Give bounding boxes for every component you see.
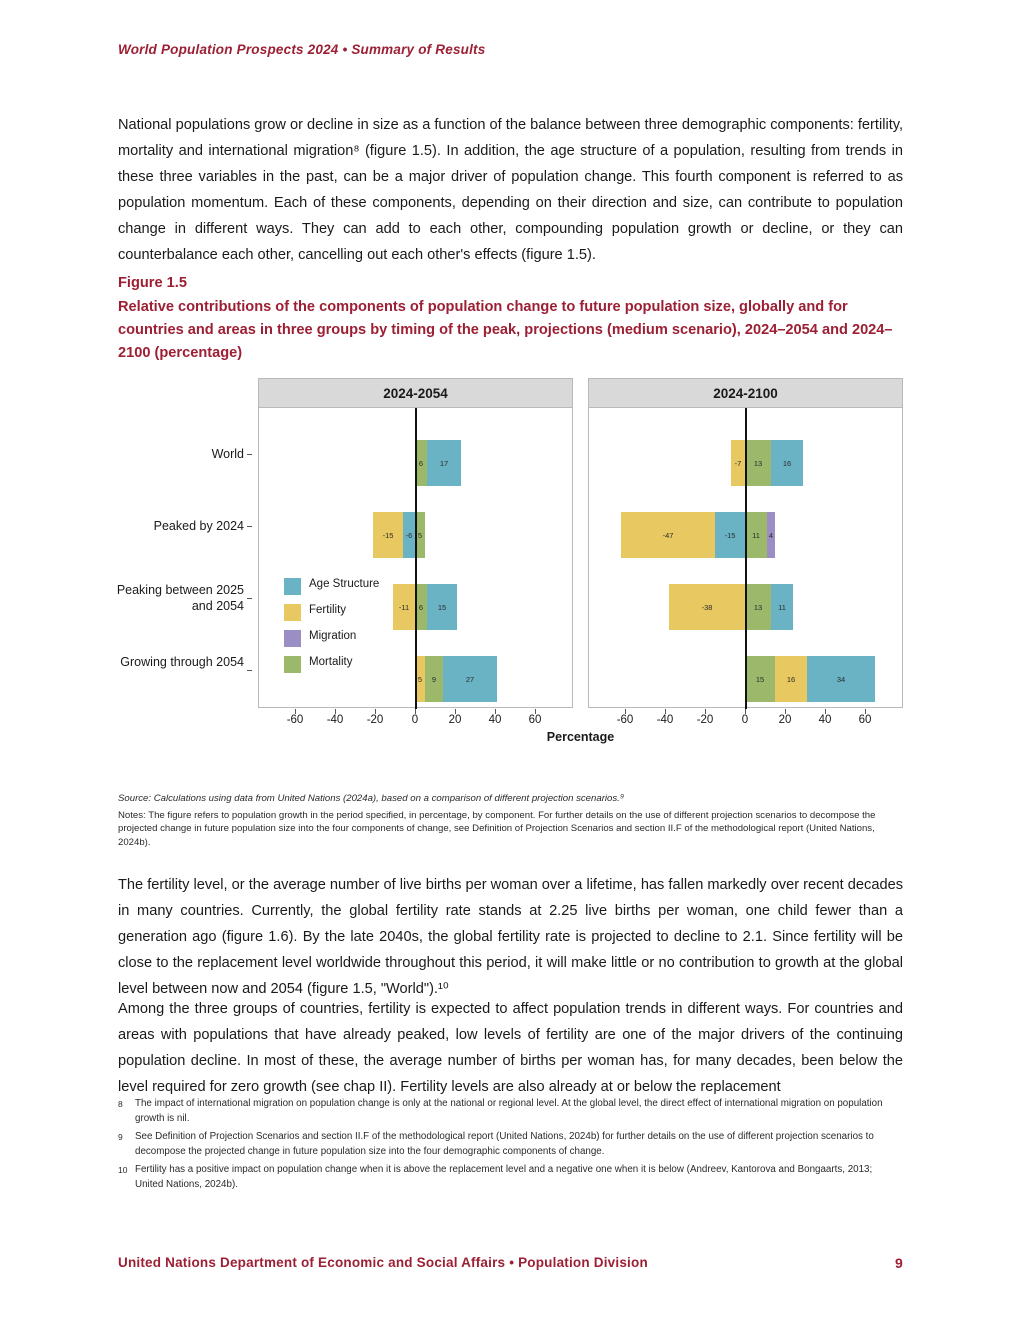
- x-axis-left: [258, 709, 573, 731]
- chart-legend: [284, 578, 404, 682]
- legend-label-mortality: Mortality: [309, 656, 353, 668]
- legend-label-fertility: Fertility: [309, 604, 347, 616]
- x-tick-label: 20: [778, 714, 792, 726]
- zero-line-right: [745, 408, 747, 709]
- figure-source: Source: Calculations using data from United Nations (2024a), based on a comparison of different projection scenarios.⁹: [118, 793, 625, 804]
- y-label-peaking: Peaking between 2025 and 2054: [116, 583, 244, 613]
- footnotes: [118, 1097, 903, 1196]
- running-head: World Population Prospects 2024 • Summary of Results: [118, 42, 486, 57]
- footnote-marker-10: 10: [118, 1165, 128, 1175]
- x-tick-label: -40: [656, 714, 674, 726]
- footnote-text-8: The impact of international migration on population change is only at the national or regional level. At the global level, the direct effect of international migration on population growth is nil.: [135, 1098, 883, 1124]
- bar-segment: 17: [427, 440, 461, 486]
- x-tick-label: -60: [616, 714, 634, 726]
- panel-title-right: 2024-2100: [589, 379, 902, 408]
- bar-segment: -6: [403, 512, 415, 558]
- legend-item-age-structure: [284, 578, 404, 595]
- x-axis-right: [588, 709, 903, 731]
- bar-segment: 5: [415, 512, 425, 558]
- bar-segment: 13: [745, 440, 771, 486]
- x-tick-label: 0: [411, 714, 419, 726]
- bar-segment: -15: [715, 512, 745, 558]
- footer-text: United Nations Department of Economic and Social Affairs • Population Division: [118, 1255, 648, 1270]
- y-label-growing: Growing through 2054: [120, 655, 244, 669]
- x-tick-label: -20: [696, 714, 714, 726]
- y-tick-peaking: [247, 598, 252, 599]
- bar-segment: 15: [745, 656, 775, 702]
- legend-swatch-icon-age-structure: [284, 578, 301, 595]
- plot-area-right: [589, 408, 902, 709]
- legend-item-fertility: [284, 604, 404, 621]
- bar-segment: 6: [415, 440, 427, 486]
- footnote-8: [118, 1097, 903, 1126]
- page-footer: [118, 1255, 903, 1270]
- bar-segment: -15: [373, 512, 403, 558]
- paragraph-2-container: [118, 872, 903, 1002]
- bar-segment: -11: [393, 584, 415, 630]
- legend-swatch-icon-fertility: [284, 604, 301, 621]
- legend-item-migration: [284, 630, 404, 647]
- figure-title: Relative contributions of the components of population change to future population size, globally and for countries and areas in three groups by timing of the peak, projections (medium scenario), 2024–2054 and 2024–2100 (percentage): [118, 299, 893, 361]
- x-axis-title: Percentage: [546, 730, 615, 744]
- legend-swatch-icon-mortality: [284, 656, 301, 673]
- x-tick-label: -20: [366, 714, 384, 726]
- footnote-text-9: See Definition of Projection Scenarios and section II.F of the methodological report (United Nations, 2024b) for further details on the use of different projection scenarios to decompose the projected change in future population size into the four demographic components of change.: [135, 1131, 874, 1157]
- bar-segment: 16: [771, 440, 803, 486]
- footnote-10: [118, 1163, 903, 1192]
- bar-segment: 15: [427, 584, 457, 630]
- bar-segment: 16: [775, 656, 807, 702]
- paragraph-1-container: [118, 112, 903, 268]
- y-tick-peaked: [247, 526, 252, 527]
- x-tick-label: -60: [286, 714, 304, 726]
- bar-segment: -7: [731, 440, 745, 486]
- paragraph-3-container: [118, 996, 903, 1100]
- footnote-9: [118, 1130, 903, 1159]
- figure-label: Figure 1.5: [118, 275, 187, 291]
- y-label-peaked: Peaked by 2024: [153, 519, 244, 533]
- legend-label-migration: Migration: [309, 630, 357, 642]
- paragraph-3: Among the three groups of countries, fertility is expected to affect population trends in different ways. For countries and areas with populations that have already peaked, low levels of fertility are one of the major drivers of the continuing population decline. In most of these, the average number of births per woman has, for many decades, been below the level required for zero growth (see chap II). Fertility levels are also already at or below the replacement: [118, 1001, 903, 1095]
- bar-segment: 6: [415, 584, 427, 630]
- footnote-text-10: Fertility has a positive impact on population change when it is above the replacement level and a negative one when it is below (Andreev, Kantorova and Bongaarts, 2013; United Nations, 2024b).: [135, 1164, 873, 1190]
- bar-segment: 13: [745, 584, 771, 630]
- bar-segment: -38: [669, 584, 745, 630]
- bar-segment: 5: [415, 656, 425, 702]
- y-tick-world: [247, 454, 252, 455]
- panel-2024-2100: [588, 378, 903, 708]
- bar-segment: 11: [771, 584, 793, 630]
- bar-segment: 4: [767, 512, 775, 558]
- legend-item-mortality: [284, 656, 404, 673]
- x-tick-label: 40: [488, 714, 502, 726]
- x-tick-label: -40: [326, 714, 344, 726]
- figure-notes-text: Notes: The figure refers to population growth in the period specified, in percentage, by component. For further details on the use of different projection scenarios to decompose the projected change in future population size into the four components of change, see Definition of Projection Scenarios and section II.F of the methodological report (United Nations, 2024b).: [118, 809, 876, 848]
- figure-notes: [118, 792, 903, 849]
- figure-1-5: [118, 378, 903, 778]
- bar-segment: 27: [443, 656, 497, 702]
- y-label-world: World: [211, 447, 244, 461]
- x-tick-label: 40: [818, 714, 832, 726]
- figure-caption: [118, 272, 903, 365]
- paragraph-2: The fertility level, or the average number of live births per woman over a lifetime, has fallen markedly over recent decades in many countries. Currently, the global fertility rate stands at 2.25 live births per woman, one child fewer than a generation ago (figure 1.6). By the late 2040s, the global fertility rate is projected to decline to 2.1. Since fertility will be close to the replacement level worldwide throughout this period, it will make little or no contribution to growth at the global level between now and 2054 (figure 1.5, "World").¹⁰: [118, 877, 903, 997]
- footnote-marker-9: 9: [118, 1132, 123, 1142]
- legend-swatch-icon-migration: [284, 630, 301, 647]
- x-tick-label: 0: [741, 714, 749, 726]
- page-number: 9: [895, 1255, 903, 1271]
- x-tick-label: 60: [528, 714, 542, 726]
- footnote-marker-8: 8: [118, 1099, 123, 1109]
- paragraph-1: National populations grow or decline in size as a function of the balance between three demographic components: fertility, mortality and international migration⁸ (figure 1.5). In addition, the age structure of a population, resulting from trends in these three variables in the past, can be a major driver of population change. This fourth component is referred to as population momentum. Each of these components, depending on their direction and size, can contribute to population change in different ways. They can add to each other, compounding population growth or decline, or they can counterbalance each other, cancelling out each other's effects (figure 1.5).: [118, 117, 904, 263]
- zero-line-left: [415, 408, 417, 709]
- bar-segment: 11: [745, 512, 767, 558]
- y-tick-growing: [247, 670, 252, 671]
- bar-segment: -47: [621, 512, 715, 558]
- bar-segment: 34: [807, 656, 875, 702]
- chart-y-axis: [118, 406, 254, 707]
- bar-segment: 9: [425, 656, 443, 702]
- x-tick-label: 60: [858, 714, 872, 726]
- legend-label-age-structure: Age Structure: [309, 578, 380, 590]
- x-tick-label: 20: [448, 714, 462, 726]
- panel-title-left: 2024-2054: [259, 379, 572, 408]
